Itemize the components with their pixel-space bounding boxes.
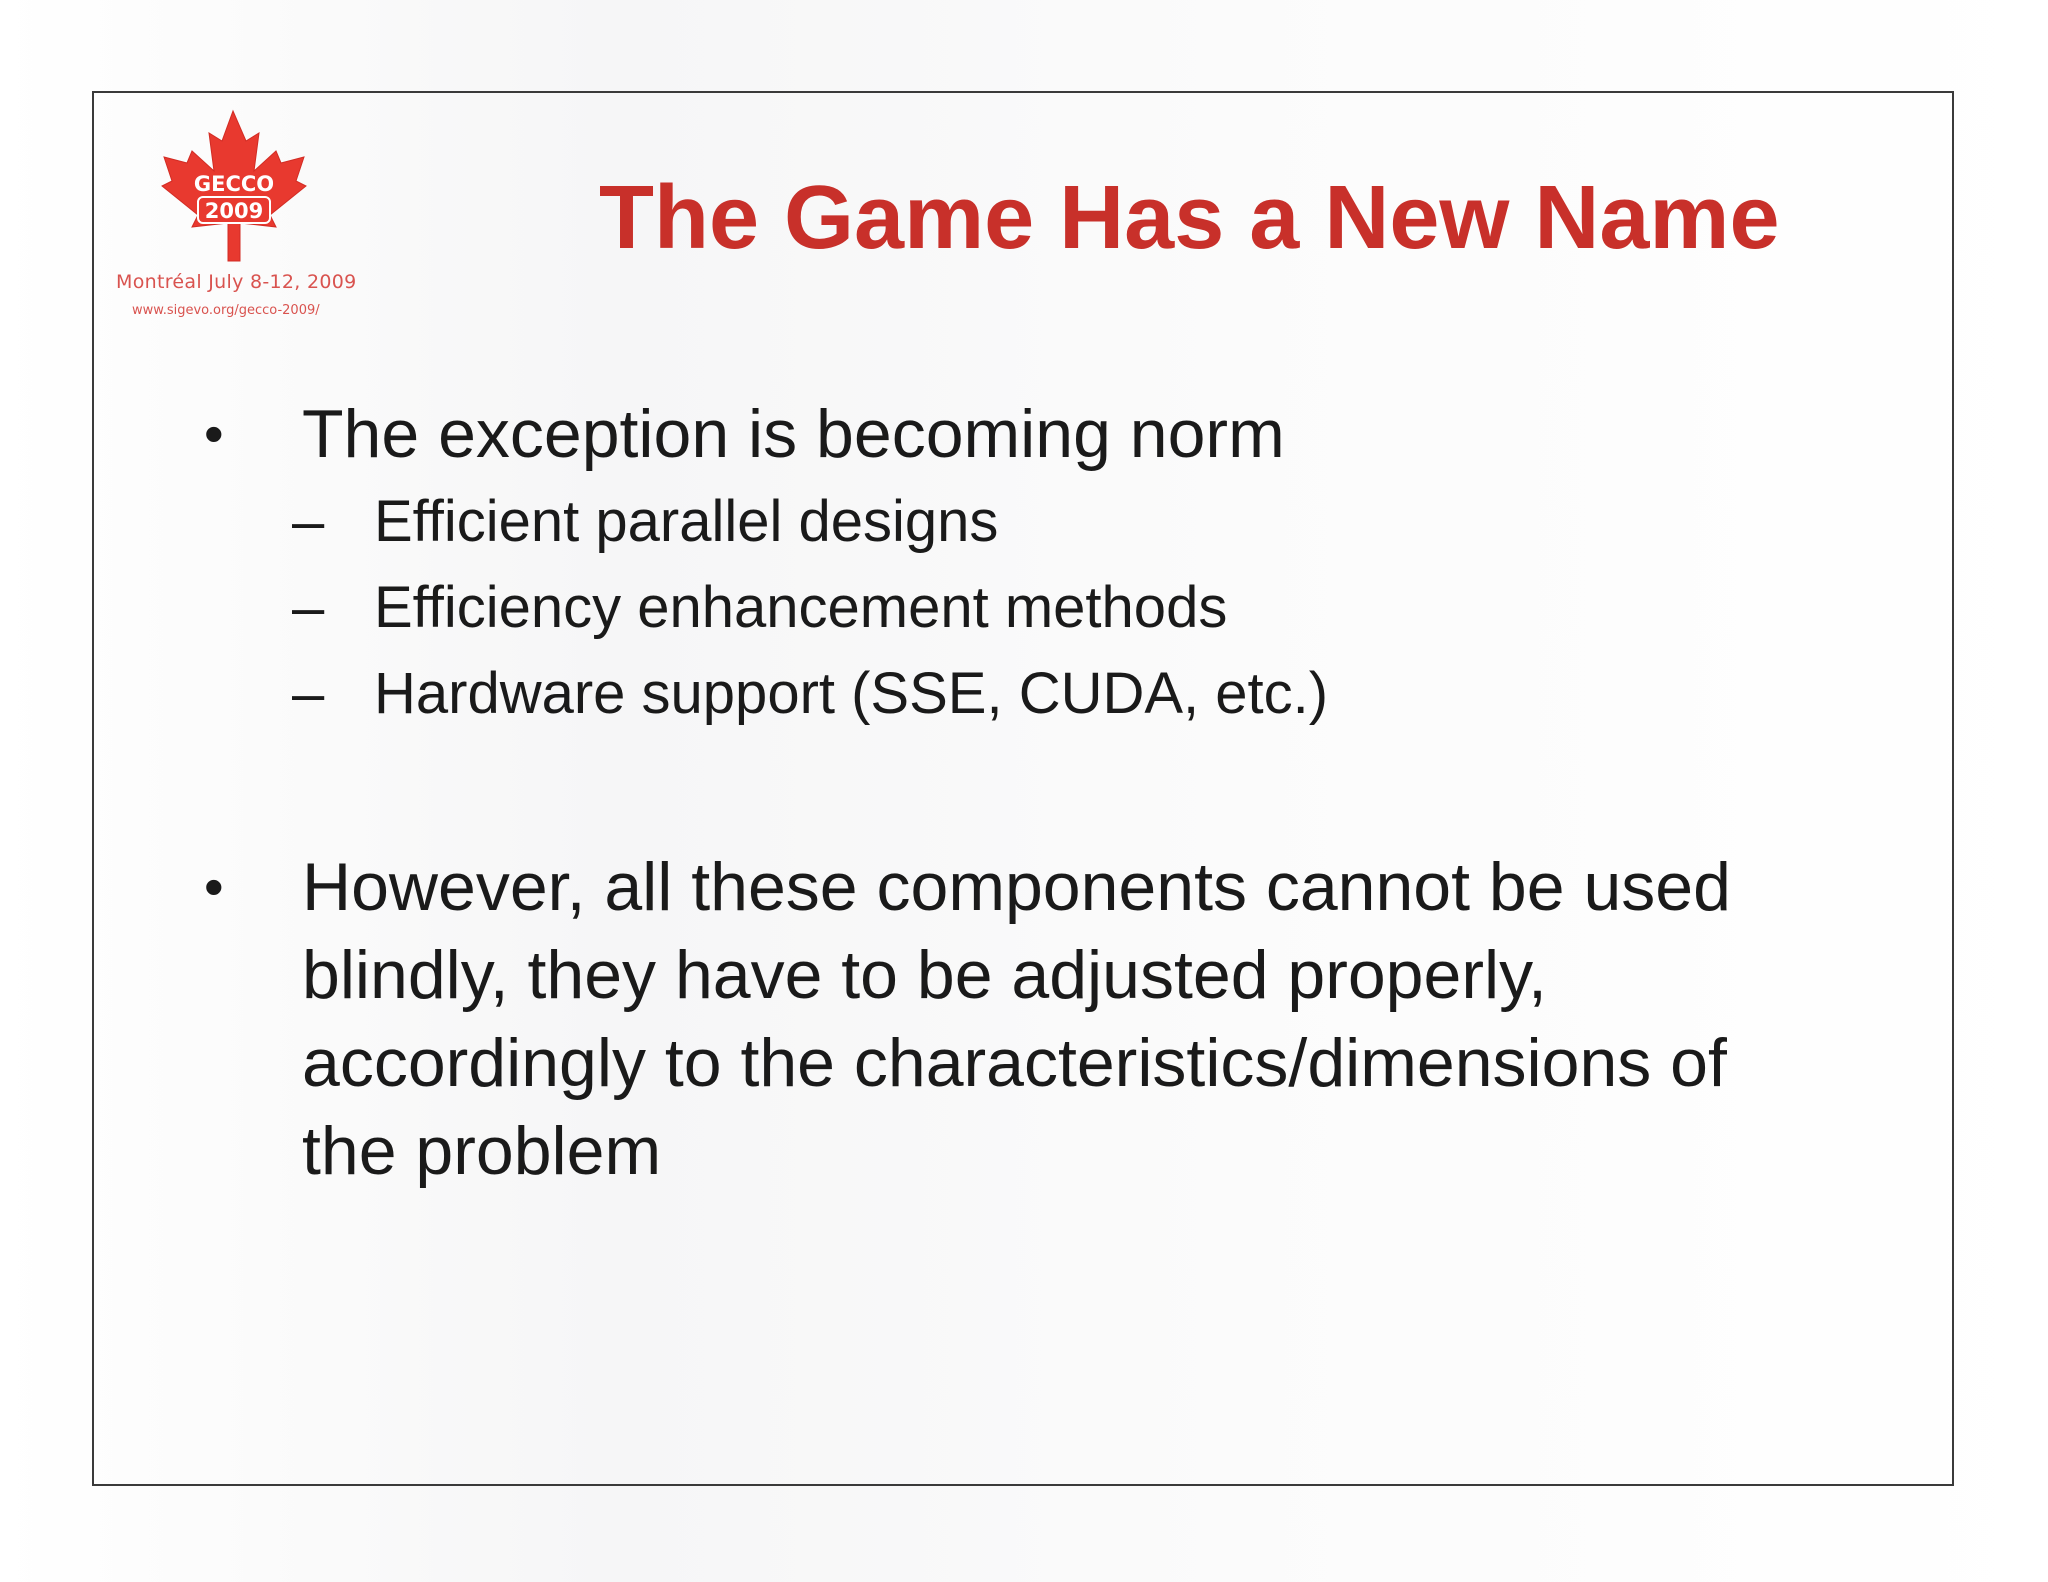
bullet-text-line-2: blindly, they have to be adjusted properly, bbox=[302, 937, 1547, 1013]
slide-frame bbox=[92, 91, 1954, 1486]
slide-title: The Game Has a New Name bbox=[599, 168, 1780, 268]
subitem-text: Efficiency enhancement methods bbox=[374, 575, 1228, 640]
logo-year-text: 2009 bbox=[204, 199, 264, 223]
subitem-marker: – bbox=[292, 489, 325, 554]
bullet-text-line-1: However, all these components cannot be used bbox=[302, 849, 1731, 925]
logo-url: www.sigevo.org/gecco-2009/ bbox=[132, 303, 320, 318]
bullet-text-line-3: accordingly to the characteristics/dimensions of bbox=[302, 1025, 1727, 1101]
subitem-text: Efficient parallel designs bbox=[374, 489, 999, 554]
bullet-marker: • bbox=[204, 402, 224, 465]
bullet-text: The exception is becoming norm bbox=[302, 396, 1285, 472]
logo-city-date: Montréal July 8-12, 2009 bbox=[116, 271, 357, 293]
maple-leaf-icon bbox=[94, 93, 454, 273]
logo-gecco-text: GECCO bbox=[193, 172, 275, 196]
gecco-logo bbox=[94, 93, 454, 353]
subitem-marker: – bbox=[292, 661, 325, 726]
bullet-text-line-4: the problem bbox=[302, 1113, 662, 1189]
subitem-marker: – bbox=[292, 575, 325, 640]
subitem-text: Hardware support (SSE, CUDA, etc.) bbox=[374, 661, 1329, 726]
bullet-marker: • bbox=[204, 855, 224, 918]
